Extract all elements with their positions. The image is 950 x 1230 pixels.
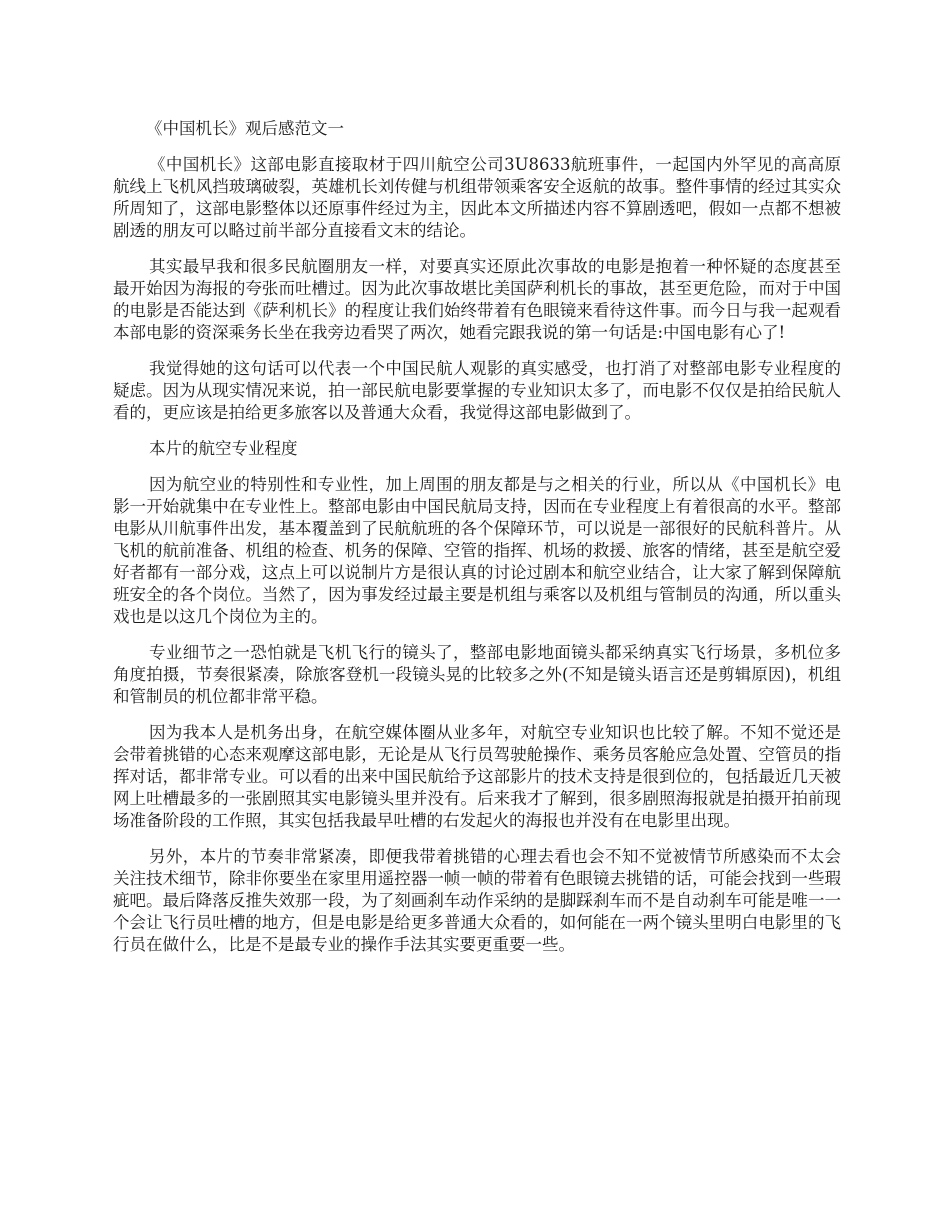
section-paragraph-1: 因为航空业的特别性和专业性，加上周围的朋友都是与之相关的行业，所以从《中国机长》电影一开始就集中在专业性上。整部电影由中国民航局支持，因而在专业程度上有着很高的水平。整部电影从川航事件出发，基本覆盖到了民航航班的各个保障环节，可以说是一部很好的民航科普片。从飞机的航前准备、机组的检查、机务的保障、空管的指挥、机场的救援、旅客的情绪，甚至是航空爱好者都有一部分戏，这点上可以说制片方是很认真的讨论过剧本和航空业结合，让大家了解到保障航班安全的各个岗位。当然了，因为事发经过最主要是机组与乘客以及机组与管制员的沟通，所以重头戏也是以这几个岗位为主的。	[113, 475, 841, 626]
section-paragraph-4: 另外，本片的节奏非常紧凑，即便我带着挑错的心理去看也会不知不觉被情节所感染而不太会关注技术细节，除非你要坐在家里用遥控器一帧一帧的带着有色眼镜去挑错的话，可能会找到一些瑕疵吧。最后降落反推失效那一段，为了刻画刹车动作采纳的是脚踩刹车而不是自动刹车可能是唯一一个会让飞行员吐槽的地方，但是电影是给更多普通大众看的，如何能在一两个镜头里明白电影里的飞行员在做什么，比是不是最专业的操作手法其实要更重要一些。	[113, 847, 841, 954]
section-heading: 本片的航空专业程度	[149, 439, 298, 458]
section-paragraph-3: 因为我本人是机务出身，在航空媒体圈从业多年，对航空专业知识也比较了解。不知不觉还是会带着挑错的心态来观摩这部电影，无论是从飞行员驾驶舱操作、乘务员客舱应急处置、空管员的指挥对话，都非常专业。可以看的出来中国民航给予这部影片的技术支持是很到位的，包括最近几天被网上吐槽最多的一张剧照其实电影镜头里并没有。后来我才了解到，很多剧照海报就是拍摄开拍前现场准备阶段的工作照，其实包括我最早吐槽的右发起火的海报也并没有在电影里出现。	[113, 723, 841, 830]
intro-paragraph-3: 我觉得她的这句话可以代表一个中国民航人观影的真实感受，也打消了对整部电影专业程度的疑虑。因为从现实情况来说，拍一部民航电影要掌握的专业知识太多了，而电影不仅仅是拍给民航人看的，更应该是拍给更多旅客以及普通大众看，我觉得这部电影做到了。	[113, 359, 841, 422]
document-title: 《中国机长》观后感范文一	[146, 119, 344, 138]
intro-paragraph-1: 《中国机长》这部电影直接取材于四川航空公司3U8633航班事件，一起国内外罕见的高高原航线上飞机风挡玻璃破裂，英雄机长刘传健与机组带领乘客安全返航的故事。整件事情的经过其实众所周知了，这部电影整体以还原事件经过为主，因此本文所描述内容不算剧透吧，假如一点都不想被剧透的朋友可以略过前半部分直接看文末的结论。	[113, 155, 841, 240]
section-paragraph-2: 专业细节之一恐怕就是飞机飞行的镜头了，整部电影地面镜头都采纳真实飞行场景，多机位多角度拍摄，节奏很紧凑，除旅客登机一段镜头晃的比较多之外(不知是镜头语言还是剪辑原因)，机组和管制员的机位都非常平稳。	[113, 643, 841, 706]
intro-paragraph-2: 其实最早我和很多民航圈朋友一样，对要真实还原此次事故的电影是抱着一种怀疑的态度甚至最开始因为海报的夸张而吐槽过。因为此次事故堪比美国萨利机长的事故，甚至更危险，而对于中国的电影是否能达到《萨利机长》的程度让我们始终带着有色眼镜来看待这件事。而今日与我一起观看本部电影的资深乘务长坐在我旁边看哭了两次，她看完跟我说的第一句话是:中国电影有心了!	[113, 257, 841, 342]
document-page	[113, 118, 841, 970]
